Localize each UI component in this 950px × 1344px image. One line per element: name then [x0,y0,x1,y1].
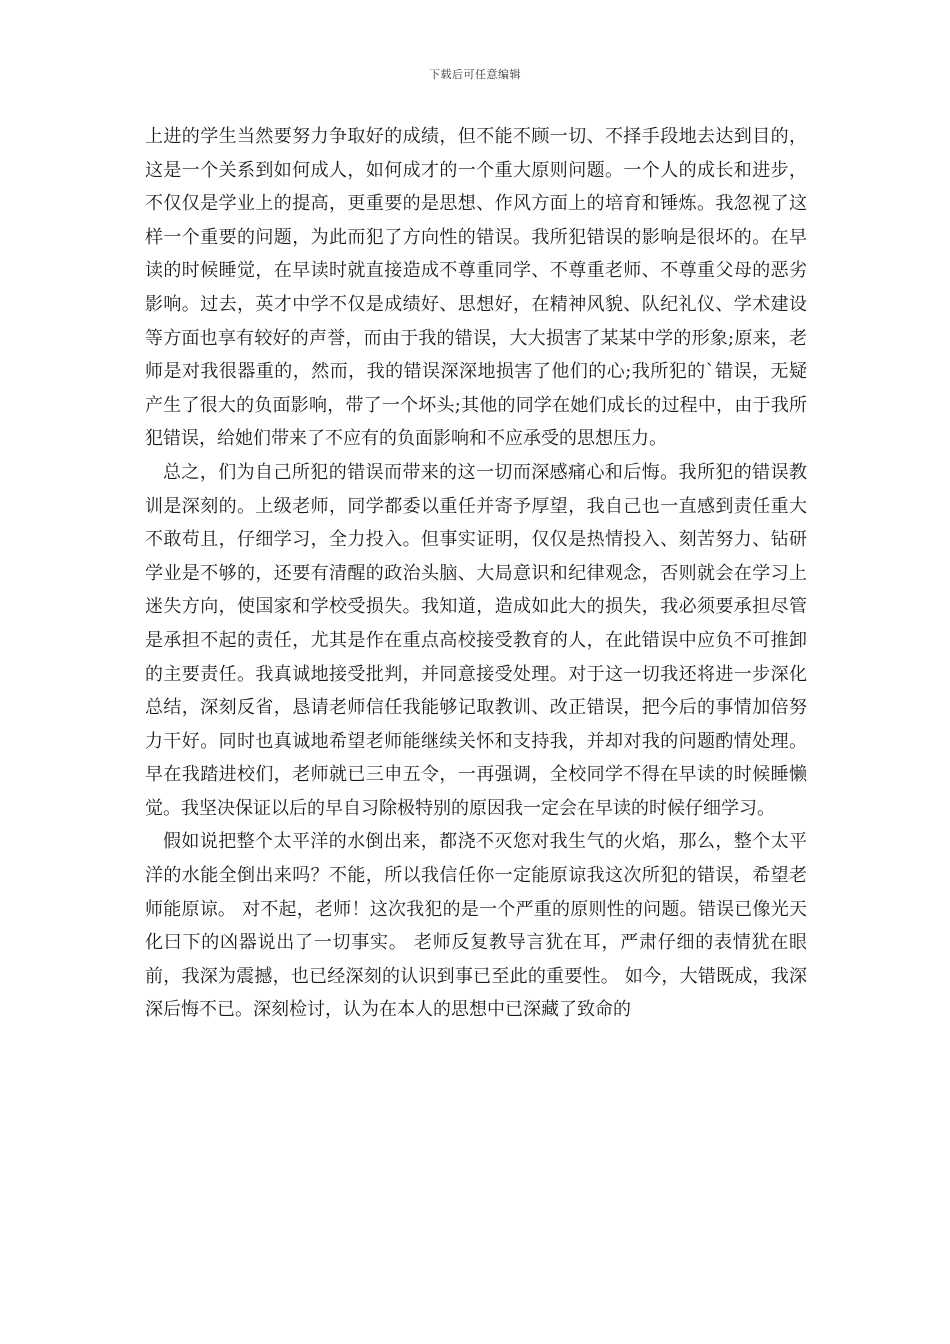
document-body [145,120,807,1027]
paragraph-1: 上进的学生当然要努力争取好的成绩，但不能不顾一切、不择手段地去达到目的，这是一个关系到如何成人，如何成才的一个重大原则问题。一个人的成长和进步，不仅仅是学业上的提高，更重要的是思想、作风方面上的培育和锤炼。我忽视了这样一个重要的问题，为此而犯了方向性的错误。我所犯错误的影响是很坏的。在早读的时候睡觉，在早读时就直接造成不尊重同学、不尊重老师、不尊重父母的恶劣影响。过去，英才中学不仅是成绩好、思想好，在精神风貌、队纪礼仪、学术建设等方面也享有较好的声誉，而由于我的错误，大大损害了某某中学的形象;原来，老师是对我很器重的，然而，我的错误深深地损害了他们的心;我所犯的`错误，无疑产生了很大的负面影响，带了一个坏头;其他的同学在她们成长的过程中，由于我所犯错误，给她们带来了不应有的负面影响和不应承受的思想压力。 [145,126,807,450]
paragraph-2: 总之，们为自己所犯的错误而带来的这一切而深感痛心和后悔。我所犯的错误教训是深刻的。上级老师，同学都委以重任并寄予厚望，我自己也一直感到责任重大不敢苟且，仔细学习，全力投入。但事实证明，仅仅是热情投入、刻苦努力、钻研学业是不够的，还要有清醒的政治头脑、大局意识和纪律观念，否则就会在学习上迷失方向，使国家和学校受损失。我知道，造成如此大的损失，我必须要承担尽管是承担不起的责任，尤其是作在重点高校接受教育的人，在此错误中应负不可推卸的主要责任。我真诚地接受批判，并同意接受处理。对于这一切我还将进一步深化总结，深刻反省，恳请老师信任我能够记取教训、改正错误，把今后的事情加倍努力干好。同时也真诚地希望老师能继续关怀和支持我，并却对我的问题酌情处理。 早在我踏进校们，老师就已三申五令，一再强调，全校同学不得在早读的时候睡懒觉。我坚决保证以后的早自习除极特别的原因我一定会在早读的时候仔细学习。 [145,461,807,819]
page-header: 下载后可任意编辑 [429,68,521,81]
paragraph-3: 假如说把整个太平洋的水倒出来，都浇不灭您对我生气的火焰，那么，整个太平洋的水能全倒出来吗？不能，所以我信任你一定能原谅我这次所犯的错误，希望老师能原谅。 对不起，老师！这次我犯的是一个严重的原则性的问题。错误已像光天化曰下的凶器说出了一切事实。 老师反复教导言犹在耳，严肃仔细的表情犹在眼前，我深为震撼，也已经深刻的认识到事已至此的重要性。 如今，大错既成，我深深后悔不已。深刻检讨，认为在本人的思想中已深藏了致命的 [145,831,807,1021]
